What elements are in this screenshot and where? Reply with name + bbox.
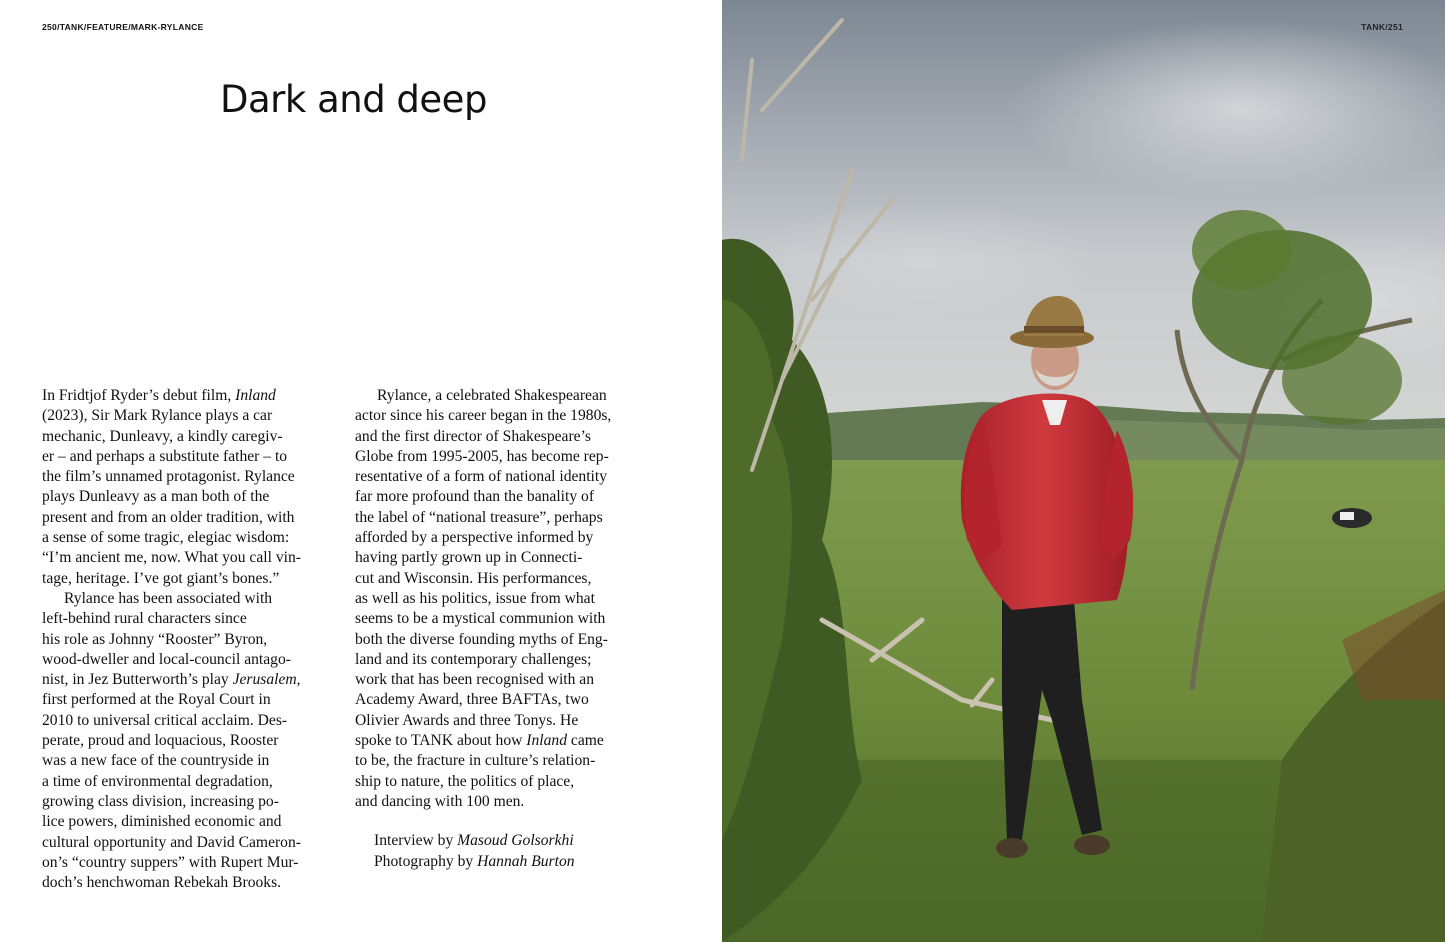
paragraph-1 bbox=[42, 386, 342, 589]
film-title-inland: Inland bbox=[526, 732, 567, 750]
text-line: the film’s unnamed protagonist. Rylance bbox=[42, 468, 295, 486]
left-folio: 250/TANK/FEATURE/MARK-RYLANCE bbox=[42, 22, 204, 32]
text-line: afforded by a perspective informed by bbox=[355, 529, 594, 547]
right-page bbox=[722, 0, 1445, 942]
text-line: was a new face of the countryside in bbox=[42, 752, 270, 770]
text-line: Rylance has been associated with bbox=[64, 589, 273, 607]
text-run: In Fridtjof Ryder’s debut film, bbox=[42, 387, 236, 404]
text-line: Olivier Awards and three Tonys. He bbox=[355, 711, 579, 729]
text-line: first performed at the Royal Court in bbox=[42, 691, 271, 709]
text-line: perate, proud and loquacious, Rooster bbox=[42, 732, 279, 750]
film-title-inland: Inland bbox=[235, 387, 276, 404]
text-line: to be, the fracture in culture’s relation- bbox=[355, 752, 596, 770]
credits bbox=[355, 831, 655, 872]
text-line: wood-dweller and local-council antago- bbox=[42, 650, 291, 668]
play-title-jerusalem: Jerusalem bbox=[232, 671, 297, 689]
credit-prefix: Interview by bbox=[374, 832, 458, 850]
text-line: as well as his politics, issue from what bbox=[355, 589, 595, 607]
text-line bbox=[355, 731, 655, 751]
text-line bbox=[42, 386, 342, 406]
body-column-2 bbox=[355, 386, 655, 872]
text-line: (2023), Sir Mark Rylance plays a car bbox=[42, 407, 273, 425]
text-line: and the first director of Shakespeare’s bbox=[355, 427, 591, 445]
photographer-name: Hannah Burton bbox=[477, 852, 575, 870]
text-line: growing class division, increasing po- bbox=[42, 792, 279, 810]
body-column-1 bbox=[42, 386, 342, 893]
text-line: land and its contemporary challenges; bbox=[355, 650, 592, 668]
text-line: having partly grown up in Connecti- bbox=[355, 549, 583, 567]
text-line: “I’m ancient me, now. What you call vin- bbox=[42, 549, 301, 567]
text-line: er – and perhaps a substitute father – to bbox=[42, 447, 288, 465]
text-line: tage, heritage. I’ve got giant’s bones.” bbox=[42, 569, 280, 587]
text-line: his role as Johnny “Rooster” Byron, bbox=[42, 630, 268, 648]
text-line bbox=[42, 670, 342, 690]
text-line: present and from an older tradition, with bbox=[42, 508, 295, 526]
text-run: , bbox=[296, 671, 301, 689]
text-line: ship to nature, the politics of place, bbox=[355, 772, 575, 790]
interviewer-name: Masoud Golsorkhi bbox=[457, 832, 574, 850]
headline: Dark and deep bbox=[220, 78, 487, 121]
text-line: Globe from 1995-2005, has become rep- bbox=[355, 447, 609, 465]
text-run: came bbox=[567, 732, 604, 750]
paragraph-3 bbox=[355, 386, 655, 812]
text-run: nist, in Jez Butterworth’s play bbox=[42, 671, 233, 689]
photography-credit bbox=[374, 852, 655, 872]
text-line: Academy Award, three BAFTAs, two bbox=[355, 691, 589, 709]
credit-prefix: Photography by bbox=[374, 852, 478, 870]
text-line: and dancing with 100 men. bbox=[355, 792, 525, 810]
text-line: both the diverse founding myths of Eng- bbox=[355, 630, 608, 648]
text-line: a time of environmental degradation, bbox=[42, 772, 273, 790]
text-line: doch’s henchwoman Rebekah Brooks. bbox=[42, 874, 282, 892]
text-line: actor since his career began in the 1980s, bbox=[355, 407, 612, 425]
text-line: work that has been recognised with an bbox=[355, 671, 595, 689]
left-page bbox=[0, 0, 722, 942]
text-line: a sense of some tragic, elegiac wisdom: bbox=[42, 529, 290, 547]
text-line: seems to be a mystical communion with bbox=[355, 610, 606, 628]
right-folio: TANK/251 bbox=[1361, 22, 1403, 32]
text-line: resentative of a form of national identity bbox=[355, 468, 608, 486]
text-line: Rylance, a celebrated Shakespearean bbox=[377, 387, 607, 404]
interview-credit bbox=[374, 831, 655, 851]
text-line: cut and Wisconsin. His performances, bbox=[355, 569, 592, 587]
text-line: left-behind rural characters since bbox=[42, 610, 247, 628]
text-line: lice powers, diminished economic and bbox=[42, 813, 282, 831]
text-line: cultural opportunity and David Cameron- bbox=[42, 833, 301, 851]
text-line: the label of “national treasure”, perhaps bbox=[355, 508, 603, 526]
text-line: on’s “country suppers” with Rupert Mur- bbox=[42, 853, 299, 871]
paragraph-2 bbox=[42, 589, 342, 893]
text-line: mechanic, Dunleavy, a kindly caregiv- bbox=[42, 427, 283, 445]
text-line: plays Dunleavy as a man both of the bbox=[42, 488, 270, 506]
portrait-photo bbox=[722, 0, 1445, 942]
text-line: 2010 to universal critical acclaim. Des- bbox=[42, 711, 288, 729]
text-line: far more profound than the banality of bbox=[355, 488, 595, 506]
text-run: spoke to TANK about how bbox=[355, 732, 527, 750]
